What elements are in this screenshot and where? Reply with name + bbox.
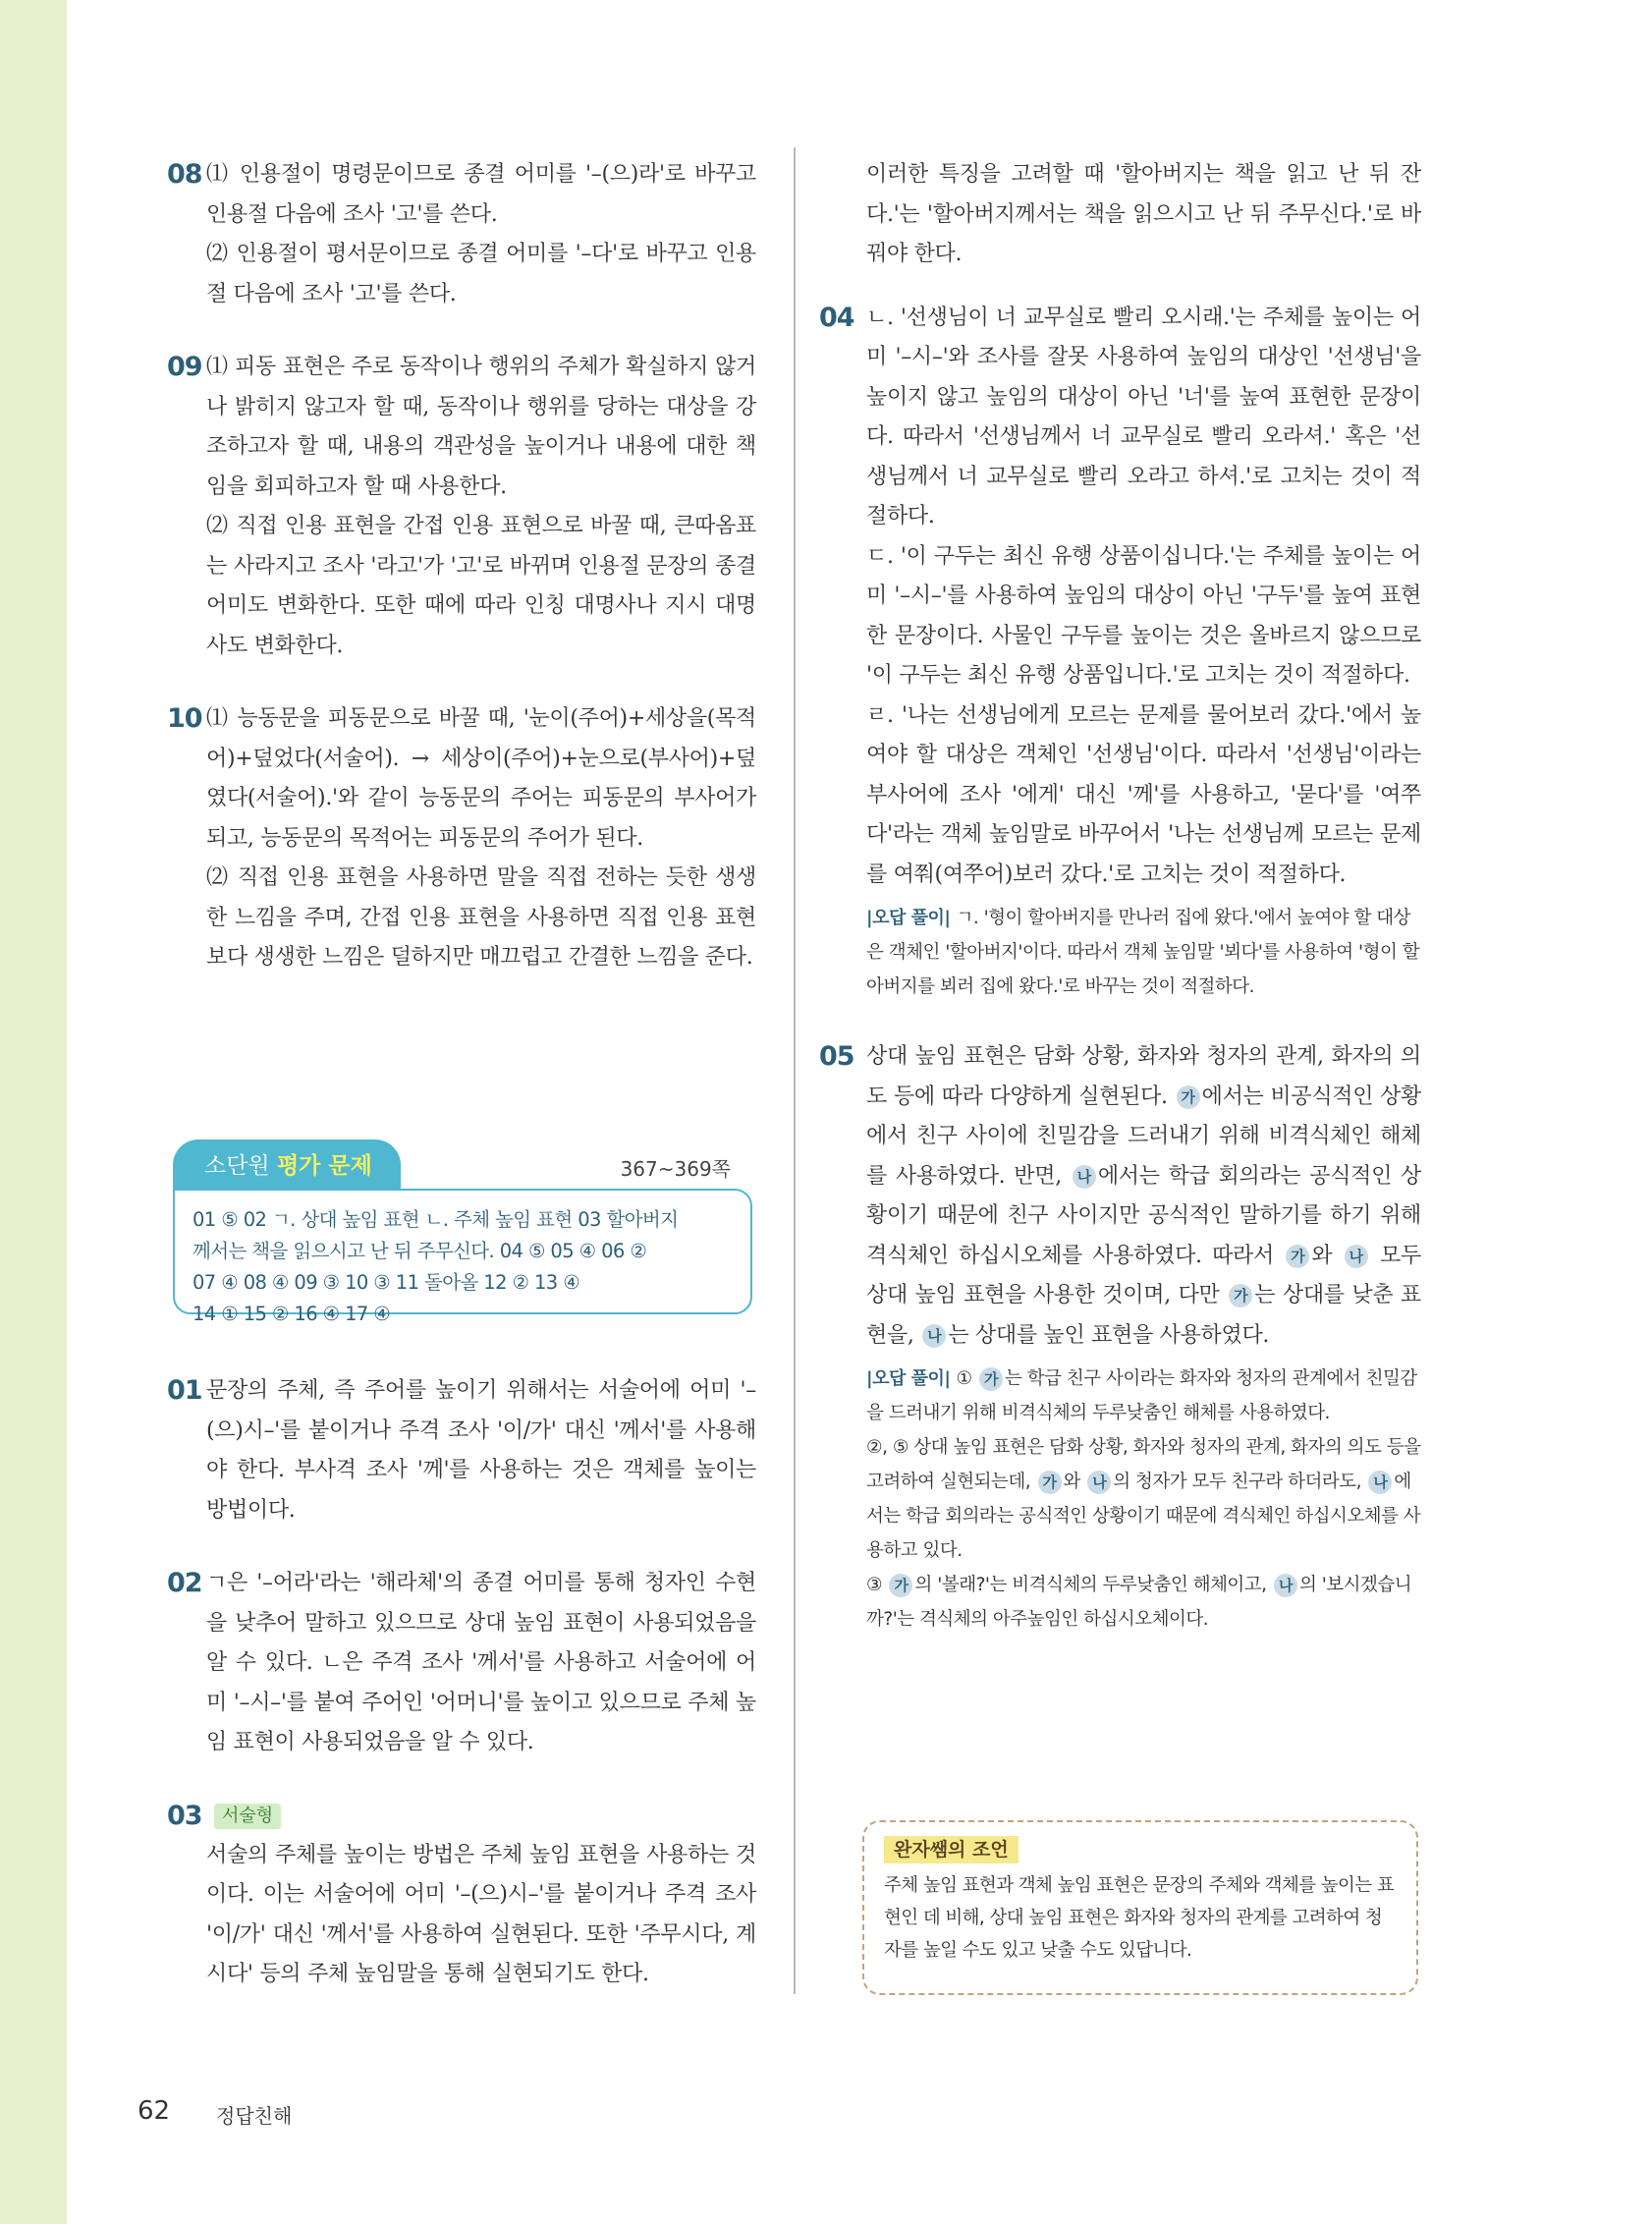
- eval-answer-02: [167, 1564, 756, 1763]
- eval-answer-01: [167, 1371, 756, 1530]
- answer-number: 02: [167, 1568, 202, 1598]
- circle-na-icon: 나: [1274, 1574, 1297, 1597]
- circle-na-icon: 나: [922, 1324, 946, 1348]
- answer-09: [167, 348, 756, 666]
- circle-ga-icon: 가: [889, 1574, 912, 1597]
- text-seg: 와: [1311, 1243, 1333, 1268]
- eval-line: 14 ① 15 ② 16 ④ 17 ④: [193, 1303, 391, 1325]
- eval-answers: [173, 1189, 752, 1325]
- text-seg: 모두 상대 높임 표현을 사용한 것이며, 다만: [866, 1243, 1421, 1307]
- answer-text: 이러한 특징을 고려할 때 '할아버지는 책을 읽고 난 뒤 잔다.'는 '할아버지께서는 책을 읽으시고 난 뒤 주무신다.'로 바꿔야 한다.: [866, 162, 1421, 266]
- circle-na-icon: 나: [1368, 1471, 1392, 1494]
- answer-10: [167, 699, 756, 978]
- text-seg: 의 '보시겠습니까?'는 격식체의 아주높임인 하십시오체이다.: [866, 1575, 1412, 1630]
- circle-ga-icon: 가: [1229, 1284, 1252, 1307]
- circle-ga-icon: 가: [1286, 1245, 1309, 1268]
- circle-na-icon: 나: [1073, 1165, 1096, 1189]
- answer-number: 05: [819, 1041, 854, 1072]
- wrong-answer-tag: |오답 풀이|: [866, 908, 951, 928]
- text-seg: 상대 높임 표현은 담화 상황, 화자와 청자의 관계, 화자의 의도 등에 따라 다양하게 실현된다.: [866, 1044, 1421, 1109]
- eval-answer-05: [819, 1037, 1421, 1637]
- text-seg: 에서는 비공식적인 상황에서 친구 사이에 친밀감을 드러내기 위해 비격식체인 해체를 사용하였다. 반면,: [866, 1084, 1421, 1189]
- continued-text: [827, 155, 1421, 275]
- answer-text: ㄴ. '선생님이 너 교무실로 빨리 오시래.'는 주체를 높이는 어미 '–시–'와 조사를 잘못 사용하여 높임의 대상인 '선생님'을 높이지 않고 높임의 대상이 아닌 '너'를 높여 표현한 문장이다. 따라서 '선생님께서 너 교무실로 빨리 오라셔.' 혹은 '선생님께서 너 교무실로 빨리 오라고 하셔.'로 고치는 것이 적절하다.: [866, 305, 1421, 528]
- answer-text: ㄷ. '이 구두는 최신 유행 상품이십니다.'는 주체를 높이는 어미 '–시–'를 사용하여 높임의 대상이 아닌 '구두'를 높여 표현한 문장이다. 사물인 구두를 높이는 것은 올바르지 않으므로 '이 구두는 최신 유행 상품입니다.'로 고치는 것이 적절하다.: [866, 543, 1421, 688]
- left-column: [167, 155, 756, 1012]
- eval-answer-03: [167, 1797, 756, 1995]
- circle-ga-icon: 가: [1038, 1471, 1062, 1494]
- eval-line: 께서는 책을 읽으시고 난 뒤 주무신다. 04 ⑤ 05 ④ 06 ②: [193, 1240, 647, 1262]
- wrong-answer-line: [866, 1430, 1421, 1568]
- text-seg: 와: [1063, 1472, 1080, 1492]
- eval-pages: 367~369쪽: [620, 1157, 731, 1181]
- answer-text: ⑴ 능동문을 피동문으로 바꿀 때, '눈이(주어)+세상을(목적어)+덮었다(서술어). → 세상이(주어)+눈으로(부사어)+덮였다(서술어).'와 같이 능동문의 주어는 피동문의 부사어가 되고, 능동문의 목적어는 피동문의 주어가 된다.: [206, 706, 756, 851]
- answer-number: 01: [167, 1375, 202, 1406]
- text-seg: ③: [866, 1575, 883, 1595]
- answer-text: 문장의 주체, 즉 주어를 높이기 위해서는 서술어에 어미 '–(으)시–'를 붙이거나 주격 조사 '이/가' 대신 '께서'를 사용해야 한다. 부사격 조사 '께'를 사용하는 것은 객체를 높이는 방법이다.: [206, 1378, 756, 1523]
- circle-na-icon: 나: [1345, 1245, 1368, 1268]
- eval-line: 01 ⑤ 02 ㄱ. 상대 높임 표현 ㄴ. 주체 높임 표현 03 할아버지: [193, 1208, 679, 1231]
- answer-text: ⑵ 직접 인용 표현을 사용하면 말을 직접 전하는 듯한 생생한 느낌을 주며, 간접 인용 표현을 사용하면 직접 인용 표현보다 생생한 느낌은 덜하지만 매끄럽고 간결한 느낌을 준다.: [206, 865, 756, 970]
- answer-text: ㄱ은 '–어라'라는 '해라체'의 종결 어미를 통해 청자인 수현을 낮추어 말하고 있으므로 상대 높임 표현이 사용되었음을 알 수 있다. ㄴ은 주격 조사 '께서'를 사용하고 서술어에 어미 '–시–'를 붙여 주어인 '어머니'를 높이고 있으므로 주체 높임 표현이 사용되었음을 알 수 있다.: [206, 1571, 756, 1754]
- advice-body: 주체 높임 표현과 객체 높임 표현은 문장의 주체와 객체를 높이는 표현인 데 비해, 상대 높임 표현은 화자와 청자의 관계를 고려하여 청자를 높일 수도 있고 낮출 수도 있답니다.: [884, 1875, 1395, 1961]
- answer-text: ⑴ 피동 표현은 주로 동작이나 행위의 주체가 확실하지 않거나 밝히지 않고자 할 때, 동작이나 행위를 당하는 대상을 강조하고자 할 때, 내용의 객관성을 높이거나 내용에 대한 책임을 회피하고자 할 때 사용한다.: [206, 355, 756, 499]
- circle-ga-icon: 가: [1177, 1085, 1200, 1109]
- wrong-answer-line: [866, 1568, 1421, 1637]
- answer-text: ㄹ. '나는 선생님에게 모르는 문제를 물어보러 갔다.'에서 높여야 할 대상은 객체인 '선생님'이다. 따라서 '선생님'이라는 부사어에 조사 '에게' 대신 '께'를 사용하고, '묻다'를 '여쭈다'라는 객체 높임말로 바꾸어서 '나는 선생님께 모르는 문제를 여쭤(여쭈어)보러 갔다.'로 고치는 것이 적절하다.: [866, 702, 1421, 887]
- descriptive-tag: 서술형: [214, 1804, 281, 1829]
- section-label: 정답친해: [216, 2104, 293, 2128]
- text-seg: 는 상대를 높인 표현을 사용하였다.: [948, 1322, 1270, 1348]
- wrong-answer-note: [866, 901, 1421, 1004]
- text-seg: 는 학급 친구 사이라는 화자와 청자의 관계에서 친밀감을 드러내기 위해 비격식체의 두루낮춤인 해체를 사용하였다.: [866, 1368, 1417, 1423]
- answer-text: ⑴ 인용절이 명령문이므로 종결 어미를 '–(으)라'로 바꾸고 인용절 다음에 조사 '고'를 쓴다.: [206, 162, 756, 227]
- text-seg: ①: [956, 1368, 972, 1389]
- answer-number: 10: [167, 703, 202, 734]
- eval-tab-highlight: 평가 문제: [276, 1153, 372, 1179]
- side-band: [0, 0, 67, 2224]
- circle-ga-icon: 가: [979, 1367, 1003, 1391]
- wrong-answer-note: [866, 1362, 1421, 1637]
- circle-na-icon: 나: [1087, 1471, 1111, 1494]
- advice-box: [862, 1820, 1418, 1995]
- answer-text: 서술의 주체를 높이는 방법은 주체 높임 표현을 사용하는 것이다. 이는 서술어에 어미 '–(으)시–'를 붙이거나 주격 조사 '이/가' 대신 '께서'를 사용하여 실현된다. 또한 '주무시다, 계시다' 등의 주체 높임말을 통해 실현되기도 한다.: [206, 1842, 756, 1986]
- answer-text: [866, 1037, 1421, 1356]
- text-seg: 에서는 학급 회의라는 공식적인 상황이기 때문에 격식체인 하십시오체를 사용하고 있다.: [866, 1472, 1421, 1561]
- wrong-answer-text: ㄱ. '형이 할아버지를 만나러 집에 왔다.'에서 높여야 할 대상은 객체인 '할아버지'이다. 따라서 객체 높임말 '뵈다'를 사용하여 '형이 할아버지를 뵈러 집에 왔다.'로 바꾸는 것이 적절하다.: [866, 908, 1420, 997]
- eval-tab-prefix: 소단원: [204, 1153, 277, 1179]
- right-column: [819, 155, 1421, 1670]
- answer-number: 03: [167, 1800, 202, 1831]
- answer-08: [167, 155, 756, 314]
- text-seg: ②, ⑤ 상대 높임 표현은 담화 상황, 화자와 청자의 관계, 화자의 의도 등을 고려하여 실현되는데,: [866, 1437, 1421, 1492]
- answer-text: ⑵ 직접 인용 표현을 간접 인용 표현으로 바꿀 때, 큰따옴표는 사라지고 조사 '라고'가 '고'로 바뀌며 인용절 문장의 종결 어미도 변화한다. 또한 때에 따라 인칭 대명사나 지시 대명사도 변화한다.: [206, 514, 756, 658]
- text-seg: 의 '볼래?'는 비격식체의 두루낮춤인 해체이고,: [914, 1575, 1267, 1595]
- column-divider: [794, 147, 796, 1994]
- wrong-answer-tag: |오답 풀이|: [866, 1368, 951, 1389]
- answer-number: 09: [167, 352, 202, 382]
- text-seg: 의 청자가 모두 친구라 하더라도,: [1113, 1472, 1361, 1492]
- eval-answer-04: [819, 299, 1421, 1005]
- text-seg: 는 상대를 낮춘 표현을,: [866, 1283, 1421, 1348]
- page-number: 62: [138, 2096, 171, 2126]
- left-column-lower: [167, 1371, 756, 2029]
- eval-tab: [173, 1140, 401, 1191]
- eval-line: 07 ④ 08 ④ 09 ③ 10 ③ 11 돌아올 12 ② 13 ④: [193, 1271, 580, 1294]
- text-seg: 에서는 학급 회의라는 공식적인 상황이기 때문에 친구 사이지만 공식적인 말하기를 하기 위해 격식체인 하십시오체를 사용하였다. 따라서: [866, 1163, 1421, 1268]
- answer-text: ⑵ 인용절이 평서문이므로 종결 어미를 '–다'로 바꾸고 인용절 다음에 조사 '고'를 쓴다.: [206, 242, 756, 306]
- advice-title: 완자쌤의 조언: [884, 1836, 1019, 1863]
- answer-number: 04: [819, 302, 854, 333]
- answer-number: 08: [167, 159, 202, 190]
